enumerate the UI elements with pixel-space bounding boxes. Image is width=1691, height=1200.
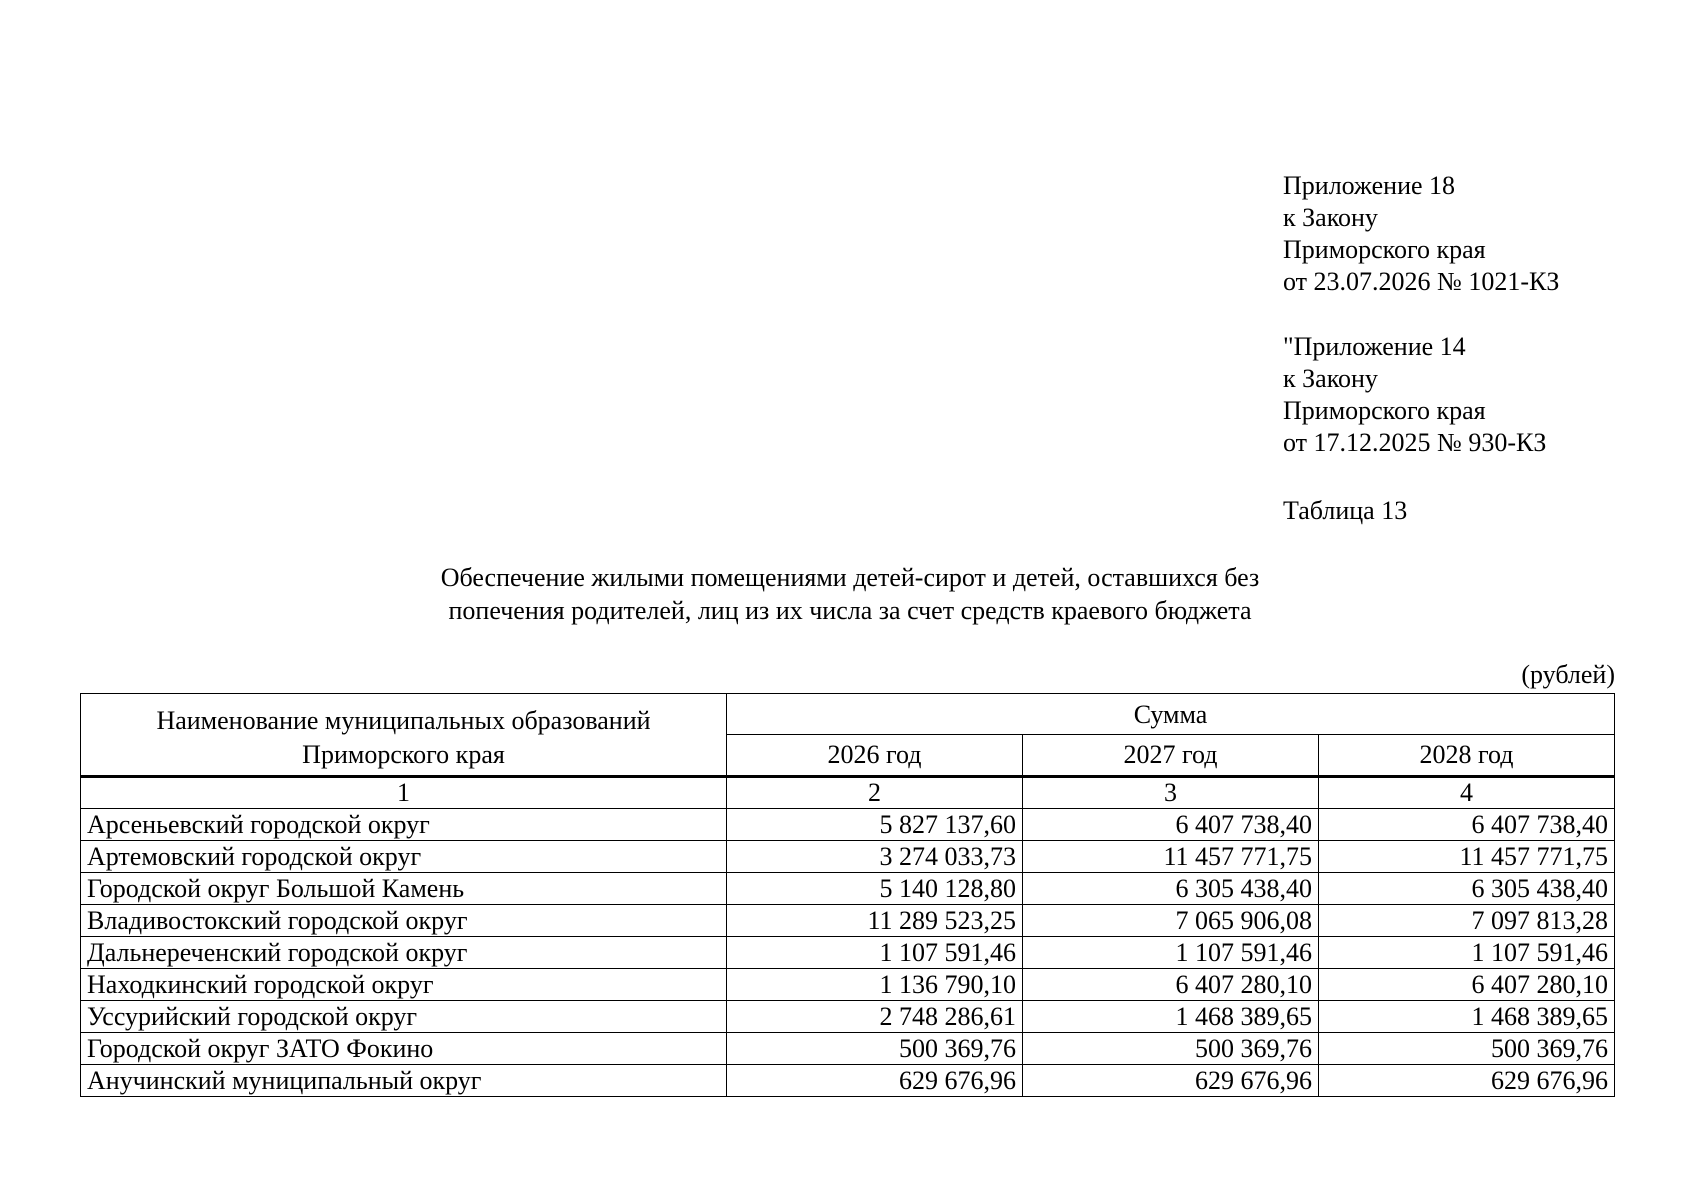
document-title-line: Обеспечение жилыми помещениями детей-сирот и детей, оставшихся без <box>440 563 1260 592</box>
table-row <box>81 1001 1615 1033</box>
table-row <box>81 873 1615 905</box>
amount-2028: 6 305 438,40 <box>1319 873 1615 905</box>
quoted-appendix-line: к Закону <box>1283 364 1378 393</box>
amount-2027: 1 107 591,46 <box>1023 937 1319 969</box>
amount-2026: 5 827 137,60 <box>727 809 1023 841</box>
header-year: 2026 год <box>727 735 1023 777</box>
amount-2028: 11 457 771,75 <box>1319 841 1615 873</box>
amount-2026: 2 748 286,61 <box>727 1001 1023 1033</box>
amount-2026: 11 289 523,25 <box>727 905 1023 937</box>
amount-2027: 11 457 771,75 <box>1023 841 1319 873</box>
header-sum: Сумма <box>727 694 1615 735</box>
quoted-appendix-line: Приморского края <box>1283 396 1486 425</box>
quoted-appendix-line: "Приложение 14 <box>1283 332 1466 361</box>
appendix-line: от 23.07.2026 № 1021-КЗ <box>1283 267 1560 296</box>
amount-2026: 1 107 591,46 <box>727 937 1023 969</box>
municipality-name: Артемовский городской округ <box>81 841 727 873</box>
amount-2028: 629 676,96 <box>1319 1065 1615 1097</box>
document-title-line: попечения родителей, лиц из их числа за счет средств краевого бюджета <box>448 596 1252 625</box>
amount-2026: 5 140 128,80 <box>727 873 1023 905</box>
amount-2027: 500 369,76 <box>1023 1033 1319 1065</box>
quoted-appendix-line: от 17.12.2025 № 930-КЗ <box>1283 428 1547 457</box>
appendix-spacer <box>1283 298 1559 331</box>
amount-2028: 6 407 738,40 <box>1319 809 1615 841</box>
table-row <box>81 1033 1615 1065</box>
column-number: 4 <box>1319 777 1615 809</box>
appendix-line: к Закону <box>1283 203 1378 232</box>
amount-2027: 7 065 906,08 <box>1023 905 1319 937</box>
amount-2026: 1 136 790,10 <box>727 969 1023 1001</box>
table-row <box>81 809 1615 841</box>
amount-2028: 7 097 813,28 <box>1319 905 1615 937</box>
header-year: 2027 год <box>1023 735 1319 777</box>
table-row <box>81 841 1615 873</box>
amount-2028: 500 369,76 <box>1319 1033 1615 1065</box>
table-row <box>81 1065 1615 1097</box>
column-number: 1 <box>81 777 727 809</box>
table-row <box>81 969 1615 1001</box>
amount-2027: 6 305 438,40 <box>1023 873 1319 905</box>
municipality-name: Владивостокский городской округ <box>81 905 727 937</box>
table-row <box>81 905 1615 937</box>
document-title <box>330 561 1370 627</box>
amount-2026: 3 274 033,73 <box>727 841 1023 873</box>
amount-2027: 6 407 280,10 <box>1023 969 1319 1001</box>
amount-2026: 500 369,76 <box>727 1033 1023 1065</box>
unit-label: (рублей) <box>1521 660 1615 689</box>
column-number: 2 <box>727 777 1023 809</box>
column-number: 3 <box>1023 777 1319 809</box>
amount-2027: 6 407 738,40 <box>1023 809 1319 841</box>
amount-2027: 629 676,96 <box>1023 1065 1319 1097</box>
amount-2028: 1 468 389,65 <box>1319 1001 1615 1033</box>
appendix-block <box>1283 170 1559 459</box>
appendix-line: Приморского края <box>1283 235 1486 264</box>
municipality-name: Уссурийский городской округ <box>81 1001 727 1033</box>
municipality-name: Находкинский городской округ <box>81 969 727 1001</box>
table-row <box>81 937 1615 969</box>
appendix-line: Приложение 18 <box>1283 171 1456 200</box>
column-number-row <box>81 777 1615 809</box>
municipality-name: Городской округ ЗАТО Фокино <box>81 1033 727 1065</box>
amount-2028: 1 107 591,46 <box>1319 937 1615 969</box>
municipality-name: Арсеньевский городской округ <box>81 809 727 841</box>
header-year: 2028 год <box>1319 735 1615 777</box>
amount-2027: 1 468 389,65 <box>1023 1001 1319 1033</box>
budget-table <box>80 693 1615 1097</box>
amount-2028: 6 407 280,10 <box>1319 969 1615 1001</box>
municipality-name: Дальнереченский городской округ <box>81 937 727 969</box>
amount-2026: 629 676,96 <box>727 1065 1023 1097</box>
header-municipality: Наименование муниципальных образований Приморского края <box>81 694 727 777</box>
municipality-name: Городской округ Большой Камень <box>81 873 727 905</box>
municipality-name: Анучинский муниципальный округ <box>81 1065 727 1097</box>
table-number: Таблица 13 <box>1283 496 1408 525</box>
